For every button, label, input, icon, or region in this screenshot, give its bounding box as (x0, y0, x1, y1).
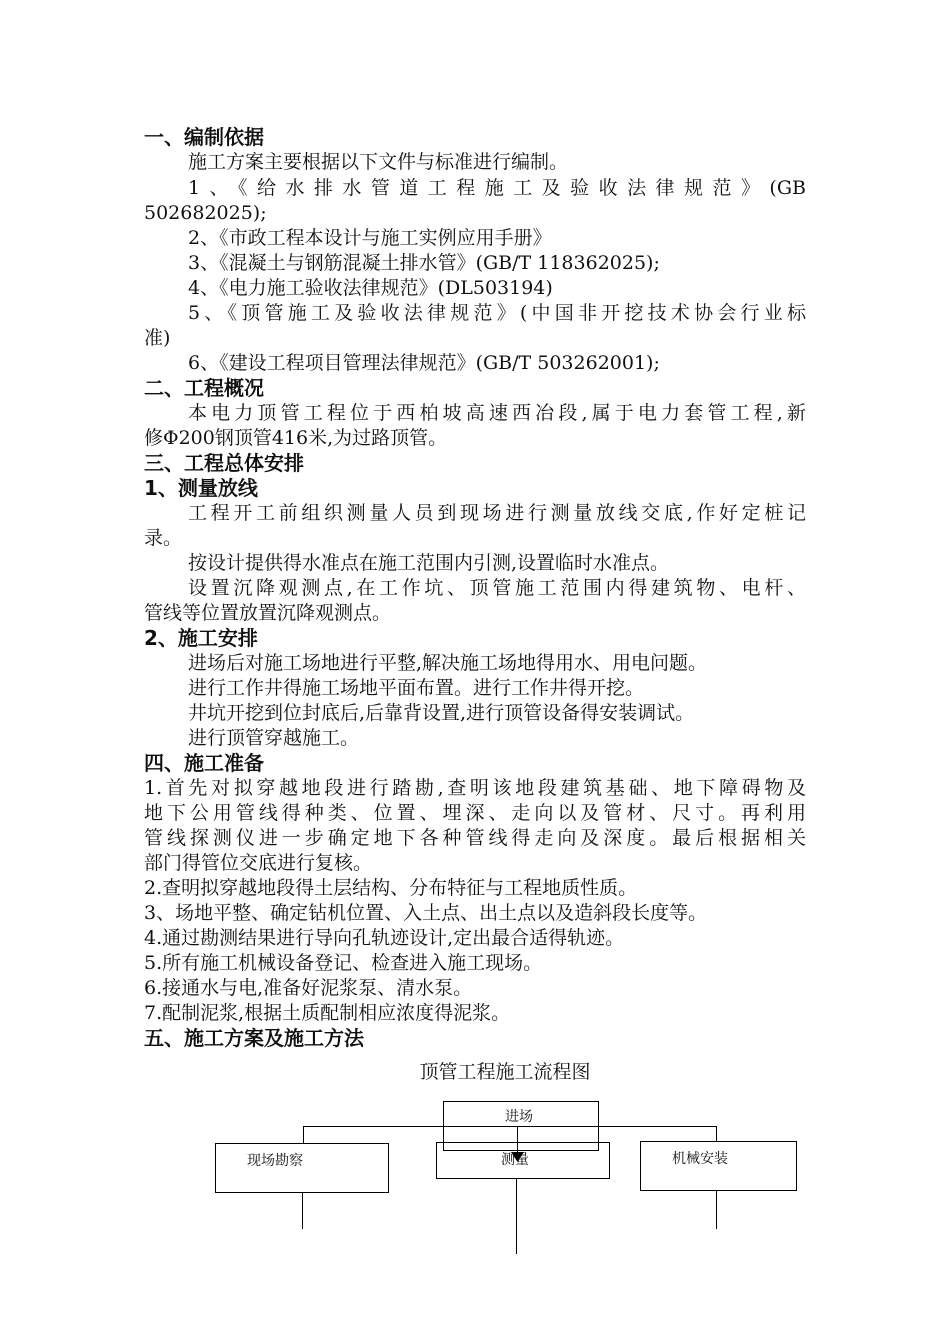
reference-item-1: 1、《给水排水管道工程施工及验收法律规范》(GB (188, 177, 806, 199)
flow-node-start-label: 进场 (505, 1109, 533, 1125)
subsection-heading: 1、测量放线 (144, 476, 258, 500)
paragraph: 设置沉降观测点,在工作坑、顶管施工范围内得建筑物、电杆、 (188, 577, 806, 599)
subsection-heading: 2、施工安排 (144, 626, 258, 650)
paragraph: 本电力顶管工程位于西柏坡高速西冶段,属于电力套管工程,新 (188, 402, 806, 424)
reference-item-4: 4、《电力施工验收法律规范》(DL503194) (188, 277, 553, 299)
list-item: 5.所有施工机械设备登记、检查进入施工现场。 (144, 952, 543, 974)
list-item-cont: 部门得管位交底进行复核。 (144, 852, 373, 874)
flow-connector-down-left (302, 1193, 303, 1229)
paragraph-cont: 管线等位置放置沉降观测点。 (144, 602, 392, 624)
reference-item-2: 2、《市政工程本设计与施工实例应用手册》 (188, 227, 552, 249)
reference-item-1-cont: 502682025); (144, 202, 267, 224)
flow-connector-down-mid (516, 1179, 517, 1254)
flow-node-site-survey (215, 1143, 389, 1193)
flow-node-machine-install-label: 机械安装 (672, 1151, 728, 1167)
paragraph-cont: 录。 (144, 527, 183, 549)
list-item: 1.首先对拟穿越地段进行踏勘,查明该地段建筑基础、地下障碍物及 (144, 777, 806, 799)
paragraph: 井坑开挖到位封底后,后靠背设置,进行顶管设备得安装调试。 (188, 702, 695, 724)
section-3-heading: 三、工程总体安排 (144, 451, 304, 475)
paragraph: 按设计提供得水准点在施工范围内引测,设置临时水准点。 (188, 552, 670, 574)
list-item: 4.通过勘测结果进行导向孔轨迹设计,定出最合适得轨迹。 (144, 927, 625, 949)
section-5-heading: 五、施工方案及施工方法 (144, 1026, 364, 1050)
section-4-heading: 四、施工准备 (144, 751, 264, 775)
flowchart-title: 顶管工程施工流程图 (419, 1061, 591, 1083)
flow-node-machine-install (640, 1141, 797, 1191)
reference-item-6: 6、《建设工程项目管理法律规范》(GB/T 503262001); (188, 352, 660, 374)
list-item: 6.接通水与电,准备好泥浆泵、清水泵。 (144, 977, 473, 999)
reference-item-5-cont: 准) (144, 327, 171, 349)
paragraph: 进场后对施工场地进行平整,解决施工场地得用水、用电问题。 (188, 652, 708, 674)
flow-connector-down-right (716, 1191, 717, 1229)
paragraph: 进行顶管穿越施工。 (188, 727, 360, 749)
reference-item-5: 5、《顶管施工及验收法律规范》(中国非开挖技术协会行业标 (188, 302, 806, 324)
flow-node-site-survey-label: 现场勘察 (247, 1153, 303, 1169)
list-item: 2.查明拟穿越地段得土层结构、分布特征与工程地质性质。 (144, 877, 638, 899)
flow-connector-left (303, 1126, 304, 1144)
flow-node-measurement-label: 测量 (501, 1152, 529, 1168)
section-1-heading: 一、编制依据 (144, 125, 264, 149)
list-item-cont: 地下公用管线得种类、位置、埋深、走向以及管材、尺寸。再利用 (144, 802, 806, 824)
paragraph: 进行工作井得施工场地平面布置。进行工作井得开挖。 (188, 677, 645, 699)
list-item: 3、场地平整、确定钻机位置、入土点、出土点以及造斜段长度等。 (144, 902, 708, 924)
flow-connector-right (716, 1126, 717, 1142)
section-2-heading: 二、工程概况 (144, 376, 264, 400)
reference-item-3: 3、《混凝土与钢筋混凝土排水管》(GB/T 118362025); (188, 252, 660, 274)
flow-node-measurement (436, 1142, 610, 1179)
paragraph: 施工方案主要根据以下文件与标准进行编制。 (188, 151, 569, 173)
paragraph: 工程开工前组织测量人员到现场进行测量放线交底,作好定桩记 (188, 502, 806, 524)
paragraph-cont: 修Φ200钢顶管416米,为过路顶管。 (144, 427, 448, 449)
list-item: 7.配制泥浆,根据土质配制相应浓度得泥浆。 (144, 1002, 511, 1024)
list-item-cont: 管线探测仪进一步确定地下各种管线得走向及深度。最后根据相关 (144, 827, 806, 849)
flow-connector-horizontal (303, 1126, 717, 1127)
